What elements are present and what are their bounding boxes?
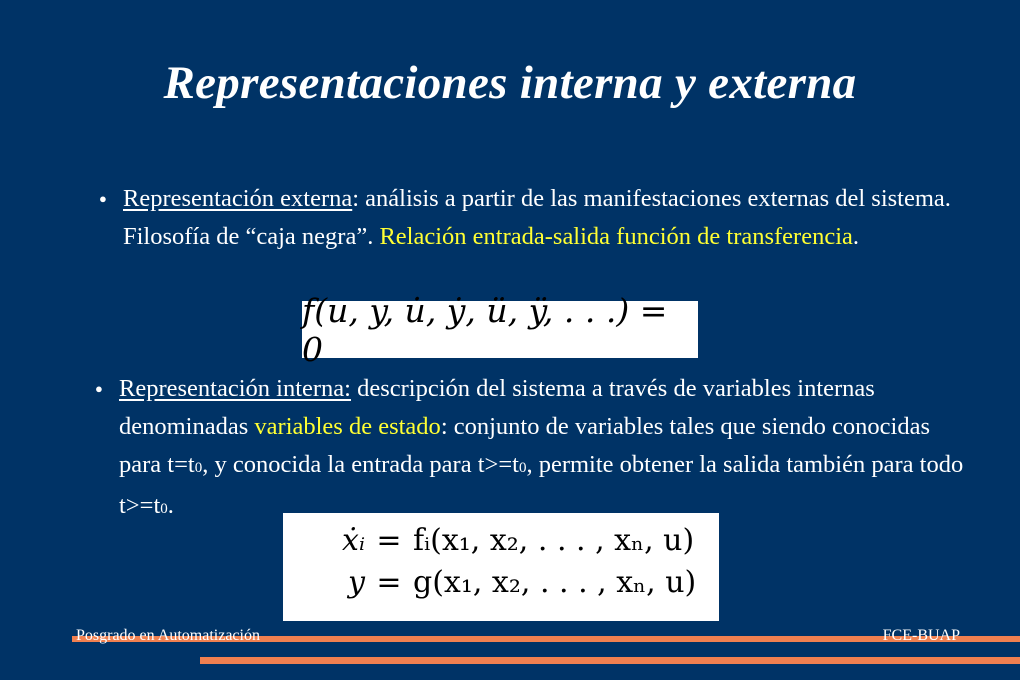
state-space-equation-image (283, 513, 719, 621)
external-text-b: . (852, 223, 860, 250)
footer-institution: FCE-BUAP (882, 627, 960, 644)
state-equation-rhs: fᵢ(x₁, x₂, . . . , xₙ, u) (413, 523, 695, 558)
external-term: Representación externa (123, 185, 353, 212)
external-text-a: : análisis a partir de las manifestaciones externas del sistema. Filosofía de “caja negra”. (123, 185, 951, 250)
state-equation-row (283, 523, 719, 558)
footer-program: Posgrado en Automatización (76, 627, 260, 644)
internal-text-c: , y conocida la entrada para t>=t (202, 451, 519, 478)
state-equation-lhs: ẋᵢ (342, 523, 365, 558)
external-equation-image (302, 290, 698, 369)
subscript-0: 0 (194, 460, 203, 476)
internal-text-d: , permite obtener la salida también para todo t>=t (119, 451, 964, 519)
subscript-0: 0 (160, 501, 168, 517)
output-equation-lhs: y (348, 565, 365, 600)
equals-sign: = (376, 523, 402, 558)
internal-text-e: . (167, 492, 174, 519)
output-equation-rhs: g(x₁, x₂, . . . , xₙ, u) (413, 565, 697, 600)
internal-term: Representación interna: (119, 375, 351, 402)
footer-divider-bottom (200, 657, 1020, 664)
bullet-internal-representation (95, 370, 969, 528)
bullet-external-representation (99, 180, 973, 256)
equals-sign: = (376, 565, 402, 600)
internal-highlight: variables de estado (254, 413, 441, 440)
bullet-dot: ● (99, 191, 107, 206)
subscript-0: 0 (518, 460, 527, 476)
external-equation: f(u, y, u̇, ẏ, ü, ÿ, . . .) = 0 (302, 290, 668, 369)
output-equation-row (283, 565, 719, 600)
bullet-dot: ● (95, 381, 103, 396)
slide-title: Representaciones interna y externa (163, 57, 857, 109)
external-highlight: Relación entrada-salida función de transferencia (379, 223, 853, 250)
internal-text-b: : conjunto de variables tales que siendo conocidas para t=t (119, 413, 930, 478)
internal-text-a: descripción del sistema a través de variables internas denominadas (119, 375, 875, 440)
